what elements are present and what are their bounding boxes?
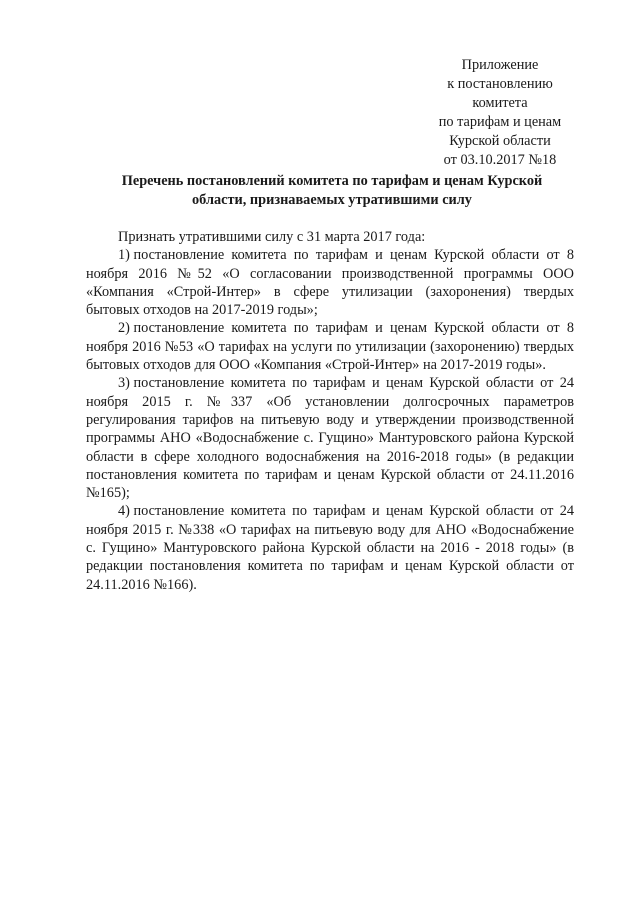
appendix-line: по тарифам и ценам [438, 114, 562, 130]
document-body [86, 228, 574, 594]
item-text: постановление комитета по тарифам и ценам Курской области от 24 ноября 2015 г. №337 «Об установлении долгосрочных параметров регулирования тарифов на питьевую воду и утверждении производственной программы АНО «Водоснабжение с. Гущино» Мантуровского района Курской области в сфере холодного водоснабжения на 2016-2018 годы» (в редакции постановления комитета по тарифам и ценам Курской области от 24.11.2016 №165); [86, 375, 574, 502]
title-line-1: Перечень постановлений комитета по тарифам и ценам Курской [121, 173, 543, 189]
intro-paragraph: Признать утратившими силу с 31 марта 2017 года: [118, 229, 426, 245]
item-text: постановление комитета по тарифам и ценам Курской области от 24 ноября 2015 г. №338 «О тарифах на питьевую воду для АНО «Водоснабжение с. Гущино» Мантуровского района Курской области на 2016 - 2018 годы» (в редакции постановления комитета по тарифам и ценам Курской области от 24.11.2016 №166). [86, 503, 574, 593]
item-number: 4) [118, 503, 130, 520]
appendix-line: Курской области [449, 133, 551, 149]
list-item [86, 319, 574, 374]
item-number: 3) [118, 375, 130, 392]
list-item [86, 502, 574, 593]
item-text: постановление комитета по тарифам и ценам Курской области от 8 ноября 2016 №52 «О согласовании производственной программы ООО «Компания «Строй-Интер» в сфере утилизации (захоронения) твердых бытовых отходов на 2017-2019 годы»; [86, 247, 574, 319]
appendix-line: Приложение [461, 57, 539, 73]
list-item [86, 246, 574, 319]
item-number: 2) [118, 320, 130, 337]
list-item [86, 374, 574, 502]
appendix-line: комитета [472, 95, 528, 111]
item-text: постановление комитета по тарифам и ценам Курской области от 8 ноября 2016 №53 «О тарифах на услуги по утилизации (захоронению) твердых бытовых отходов для ООО «Компания «Строй-Интер» на 2017-2019 годы». [86, 320, 574, 374]
appendix-line: к постановлению [447, 76, 553, 92]
appendix-line: от 03.10.2017 №18 [443, 152, 557, 168]
document-title [92, 172, 572, 210]
item-number: 1) [118, 247, 130, 264]
title-line-2: области, признаваемых утратившими силу [192, 192, 472, 208]
appendix-block [400, 56, 600, 170]
